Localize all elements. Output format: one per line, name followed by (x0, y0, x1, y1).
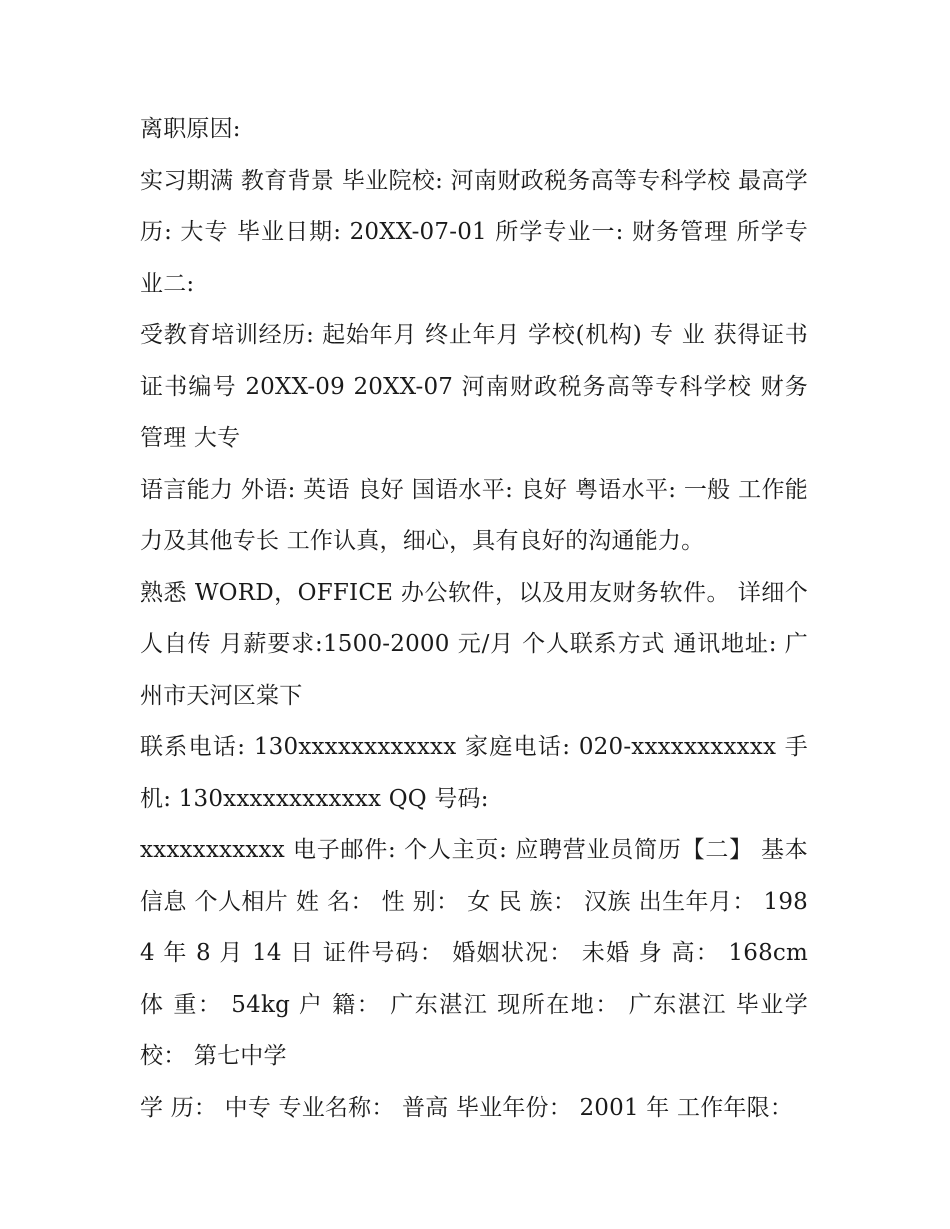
document-body (140, 104, 808, 1134)
paragraph-basic-info: xxxxxxxxxxx 电子邮件: 个人主页: 应聘营业员简历【二】 基本信息 个人相片 姓 名： 性 别： 女 民 族： 汉族 出生年月： 1984 年 8 月 14 日 证件号码： 婚姻状况： 未婚 身 高： 168cm 体 重： 54kg 户 籍： 广东湛江 现所在地： 广东湛江 毕业学校： 第七中学 (140, 837, 808, 1069)
paragraph-education-level: 学 历： 中专 专业名称： 普高 毕业年份： 2001 年 工作年限： (140, 1094, 794, 1121)
paragraph-reason-for-leaving: 离职原因: (140, 116, 241, 142)
paragraph-language-skills: 语言能力 外语: 英语 良好 国语水平: 良好 粤语水平: 一般 工作能力及其他专长 工作认真，细心，具有良好的沟通能力。 (140, 476, 808, 554)
paragraph-training-history: 受教育培训经历: 起始年月 终止年月 学校(机构) 专 业 获得证书 证书编号 20XX-09 20XX-07 河南财政税务高等专科学校 财务管理 大专 (140, 322, 808, 451)
paragraph-phone-numbers: 联系电话: 130xxxxxxxxxxxx 家庭电话: 020-xxxxxxxxxxx 手 机: 130xxxxxxxxxxxx QQ 号码: (140, 734, 808, 812)
paragraph-education-background: 实习期满 教育背景 毕业院校: 河南财政税务高等专科学校 最高学历: 大专 毕业日期: 20XX-07-01 所学专业一: 财务管理 所学专业二: (140, 167, 808, 297)
paragraph-software-and-contact: 熟悉 WORD，OFFICE 办公软件，以及用友财务软件。 详细个人自传 月薪要求:1500-2000 元/月 个人联系方式 通讯地址: 广州市天河区棠下 (140, 579, 808, 709)
